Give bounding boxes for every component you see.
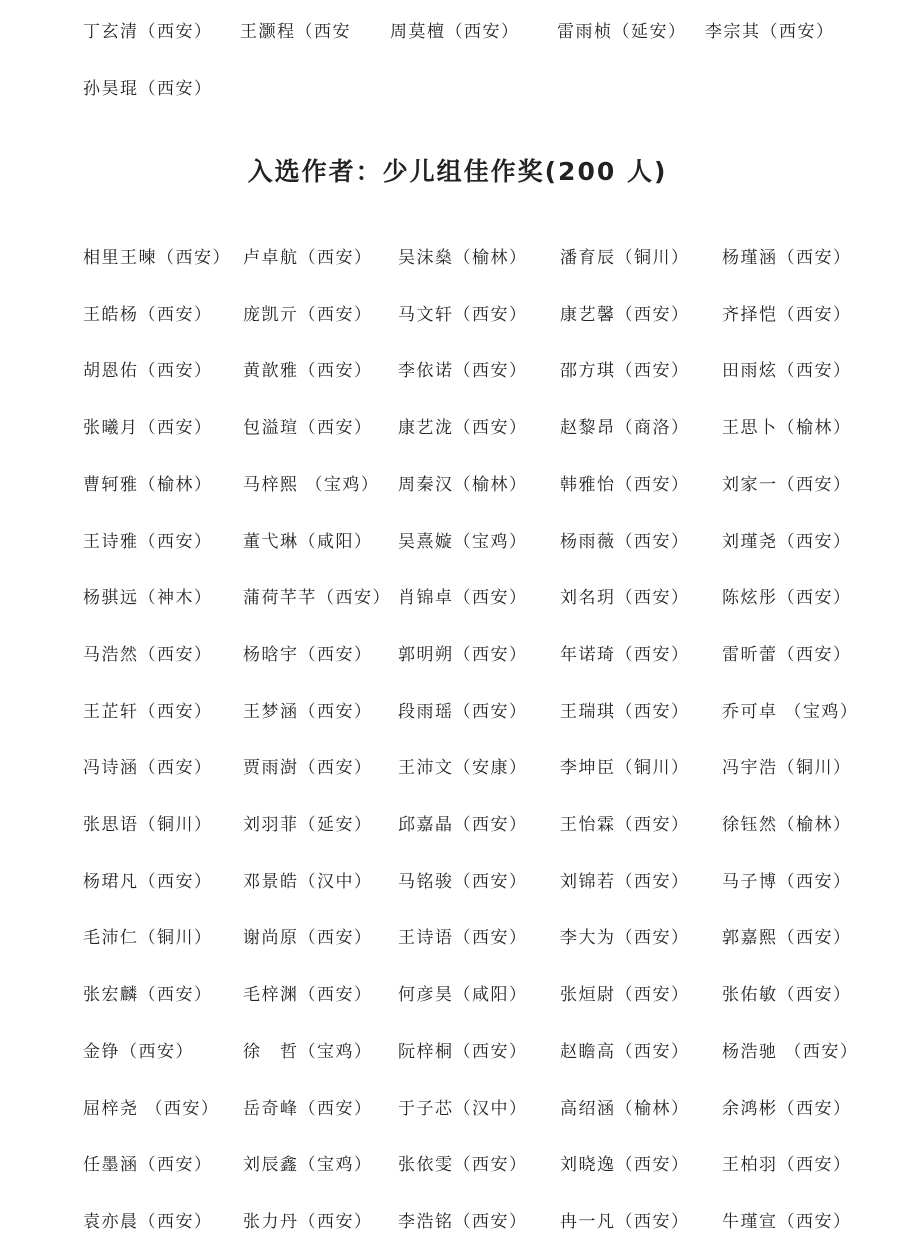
author-name: 邱嘉晶（西安）: [398, 815, 528, 835]
author-name: 陈炫彤（西安）: [722, 588, 852, 609]
author-name: 蒲荷芊芊（西安）: [243, 588, 391, 609]
author-name: 韩雅怡（西安）: [560, 474, 690, 495]
author-name: 卢卓航（西安）: [243, 248, 373, 268]
author-name: 乔可卓 （宝鸡）: [722, 701, 859, 722]
author-name: 包溢瑄（西安）: [243, 418, 373, 439]
author-name: 丁玄清（西安）: [83, 22, 213, 42]
author-name: 王芷轩（西安）: [83, 701, 213, 722]
author-name: 岳奇峰（西安）: [243, 1098, 373, 1119]
author-name: 胡恩佑（西安）: [83, 361, 213, 382]
author-name: 徐钰然（榆林）: [722, 815, 852, 835]
author-name: 田雨炫（西安）: [722, 361, 852, 382]
author-name: 王灏程（西安: [240, 22, 351, 42]
author-name: 李浩铭（西安）: [398, 1211, 528, 1232]
author-name: 阮梓桐（西安）: [398, 1041, 528, 1062]
author-name: 马文轩（西安）: [398, 304, 528, 325]
author-name: 吴沫燊（榆林）: [398, 248, 528, 268]
author-name: 郭嘉熙（西安）: [722, 928, 852, 949]
author-name: 周秦汉（榆林）: [398, 474, 528, 495]
author-name: 黄歆雅（西安）: [243, 361, 373, 382]
author-name: 王柏羽（西安）: [722, 1155, 852, 1176]
author-name: 杨浩驰 （西安）: [722, 1041, 859, 1062]
author-name: 王梦涵（西安）: [243, 701, 373, 722]
author-name: 李大为（西安）: [560, 928, 690, 949]
author-name: 张思语（铜川）: [83, 815, 213, 835]
author-name: 张依雯（西安）: [398, 1155, 528, 1176]
author-name: 金铮（西安）: [83, 1041, 194, 1062]
author-name: 余鸿彬（西安）: [722, 1098, 852, 1119]
author-name: 赵黎昂（商洛）: [560, 418, 690, 439]
author-name: 张佑敏（西安）: [722, 985, 852, 1006]
author-name: 冉一凡（西安）: [560, 1211, 690, 1232]
author-name: 齐择恺（西安）: [722, 304, 852, 325]
author-name: 贾雨澍（西安）: [243, 758, 373, 779]
author-name: 毛沛仁（铜川）: [83, 928, 213, 949]
author-name: 庞凯亓（西安）: [243, 304, 373, 325]
author-name: 张力丹（西安）: [243, 1211, 373, 1232]
author-name: 段雨瑶（西安）: [398, 701, 528, 722]
author-name: 康艺馨（西安）: [560, 304, 690, 325]
author-name: 李宗其（西安）: [705, 22, 835, 42]
author-name: 吴熹嫙（宝鸡）: [398, 531, 528, 552]
author-name: 康艺泷（西安）: [398, 418, 528, 439]
section-title: 入选作者：少儿组佳作奖(200 人): [247, 157, 668, 186]
author-name: 曹轲雅（榆林）: [83, 474, 213, 495]
author-name: 牛瑾宣（西安）: [722, 1211, 852, 1232]
author-name: 刘辰鑫（宝鸡）: [243, 1155, 373, 1176]
author-name: 谢尚原（西安）: [243, 928, 373, 949]
author-name: 马铭骏（西安）: [398, 871, 528, 892]
author-name: 冯诗涵（西安）: [83, 758, 213, 779]
author-name: 潘育辰（铜川）: [560, 248, 690, 268]
author-name: 何彦昊（咸阳）: [398, 985, 528, 1006]
author-name: 年诺琦（西安）: [560, 644, 690, 665]
author-name: 王思卜（榆林）: [722, 418, 852, 439]
author-name: 赵瞻高（西安）: [560, 1041, 690, 1062]
author-name: 雷昕蕾（西安）: [722, 644, 852, 665]
author-name: 杨骐远（神木）: [83, 588, 213, 609]
author-name: 杨晗宇（西安）: [243, 644, 373, 665]
author-name: 马子博（西安）: [722, 871, 852, 892]
author-name: 刘瑾尧（西安）: [722, 531, 852, 552]
author-name: 邓景皓（汉中）: [243, 871, 373, 892]
author-name: 张曦月（西安）: [83, 418, 213, 439]
author-name: 屈梓尧 （西安）: [83, 1098, 220, 1119]
author-name: 李坤臣（铜川）: [560, 758, 690, 779]
author-name: 徐 哲（宝鸡）: [243, 1041, 373, 1062]
author-name: 李依诺（西安）: [398, 361, 528, 382]
author-name: 张宏麟（西安）: [83, 985, 213, 1006]
author-name: 刘羽菲（延安）: [243, 815, 373, 835]
author-name: 王诗雅（西安）: [83, 531, 213, 552]
author-name: 刘锦若（西安）: [560, 871, 690, 892]
author-name: 王怡霖（西安）: [560, 815, 690, 835]
author-name: 杨珺凡（西安）: [83, 871, 213, 892]
author-name: 邵方琪（西安）: [560, 361, 690, 382]
author-name: 高绍涵（榆林）: [560, 1098, 690, 1119]
author-name: 王瑞琪（西安）: [560, 701, 690, 722]
author-name: 郭明朔（西安）: [398, 644, 528, 665]
author-name: 杨雨薇（西安）: [560, 531, 690, 552]
author-name: 马梓熙 （宝鸡）: [243, 474, 380, 495]
author-name: 毛梓渊（西安）: [243, 985, 373, 1006]
author-name: 冯宇浩（铜川）: [722, 758, 852, 779]
author-name: 王皓杨（西安）: [83, 304, 213, 325]
author-name: 王诗语（西安）: [398, 928, 528, 949]
author-name: 于子芯（汉中）: [398, 1098, 528, 1119]
author-name: 杨瑾涵（西安）: [722, 248, 852, 268]
author-name: 张烜尉（西安）: [560, 985, 690, 1006]
author-name: 雷雨桢（延安）: [557, 22, 687, 42]
author-name: 王沛文（安康）: [398, 758, 528, 779]
author-name: 相里王暕（西安）: [83, 248, 231, 268]
author-name: 刘名玥（西安）: [560, 588, 690, 609]
author-name: 董弋琳（咸阳）: [243, 531, 373, 552]
author-name: 刘家一（西安）: [722, 474, 852, 495]
author-name: 周莫檀（西安）: [390, 22, 520, 42]
author-name: 袁亦晨（西安）: [83, 1211, 213, 1232]
author-name: 马浩然（西安）: [83, 644, 213, 665]
author-name: 肖锦卓（西安）: [398, 588, 528, 609]
author-name: 任墨涵（西安）: [83, 1155, 213, 1176]
author-name: 孙昊琨（西安）: [83, 79, 213, 99]
author-name: 刘晓逸（西安）: [560, 1155, 690, 1176]
